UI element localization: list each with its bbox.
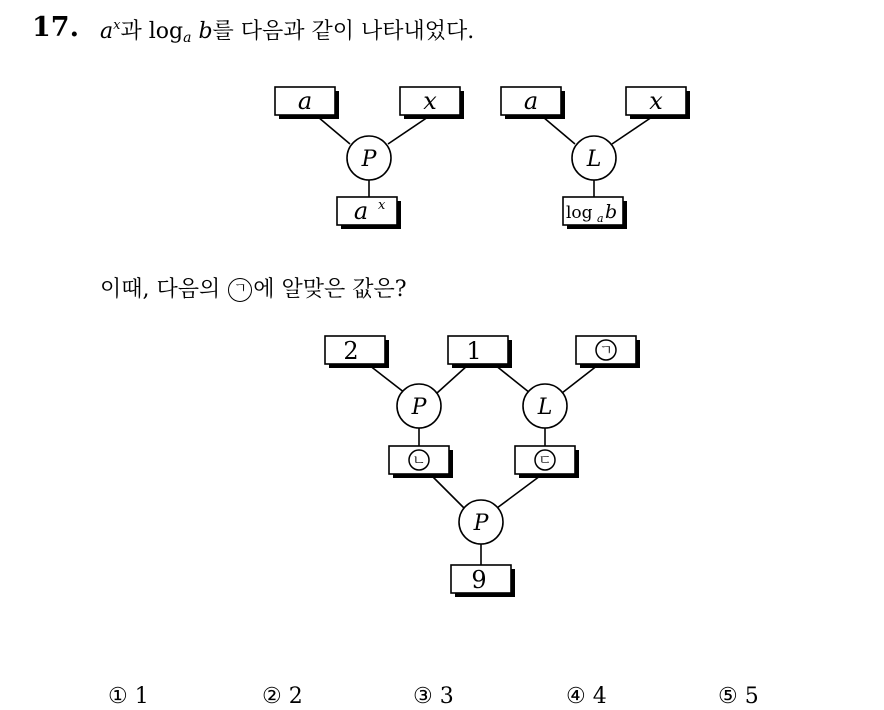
conjunction-log: 과 log xyxy=(120,19,184,44)
choice-1[interactable]: ① 1 xyxy=(108,684,149,709)
log-base-a: a xyxy=(183,30,192,46)
example-p-input-a-label: a xyxy=(297,87,313,115)
tree-bottom-p-node-label: P xyxy=(473,511,489,536)
tree-p-node-label: P xyxy=(411,395,427,420)
tree-l-node-label: L xyxy=(537,395,553,420)
example-p-node-label: P xyxy=(361,147,377,172)
base-a: a xyxy=(100,19,114,44)
marker-d-label: ㄷ xyxy=(538,453,552,469)
question-number: 17. xyxy=(32,12,79,43)
choice-5[interactable]: ⑤ 5 xyxy=(718,684,759,709)
example-l-output-arg: b xyxy=(605,201,618,223)
prompt-after: 에 알맞은 값은? xyxy=(253,277,407,302)
tree-input-1-label: 1 xyxy=(466,337,482,365)
exponent-x: x xyxy=(113,18,121,33)
example-p-diagram xyxy=(275,87,464,229)
example-l-input-a-label: a xyxy=(523,87,539,115)
example-l-output-sub: a xyxy=(597,212,604,225)
example-l-node-label: L xyxy=(586,147,602,172)
marker-g-label: ㄱ xyxy=(599,343,613,359)
example-p-output-base: a xyxy=(353,197,369,225)
tree-result-label: 9 xyxy=(471,566,487,594)
prompt-marker-g: ㄱ xyxy=(228,278,252,302)
example-l-input-x-label: x xyxy=(649,87,663,115)
choice-4[interactable]: ④ 4 xyxy=(566,684,607,709)
prompt-before: 이때, 다음의 xyxy=(100,277,228,302)
example-l-diagram xyxy=(501,87,690,229)
question-prompt xyxy=(100,272,407,303)
choice-2[interactable]: ② 2 xyxy=(262,684,303,709)
log-arg-b: b xyxy=(198,19,213,44)
main-tree-diagram xyxy=(325,336,640,597)
tree-input-2-label: 2 xyxy=(343,337,359,365)
choice-3[interactable]: ③ 3 xyxy=(413,684,454,709)
example-p-output-exp: x xyxy=(378,198,386,213)
example-l-output-log: log xyxy=(566,203,593,223)
question-rest: 를 다음과 같이 나타내었다. xyxy=(212,19,475,44)
example-p-input-x-label: x xyxy=(423,87,437,115)
marker-n-label: ㄴ xyxy=(412,453,426,469)
answer-choices xyxy=(0,684,884,710)
